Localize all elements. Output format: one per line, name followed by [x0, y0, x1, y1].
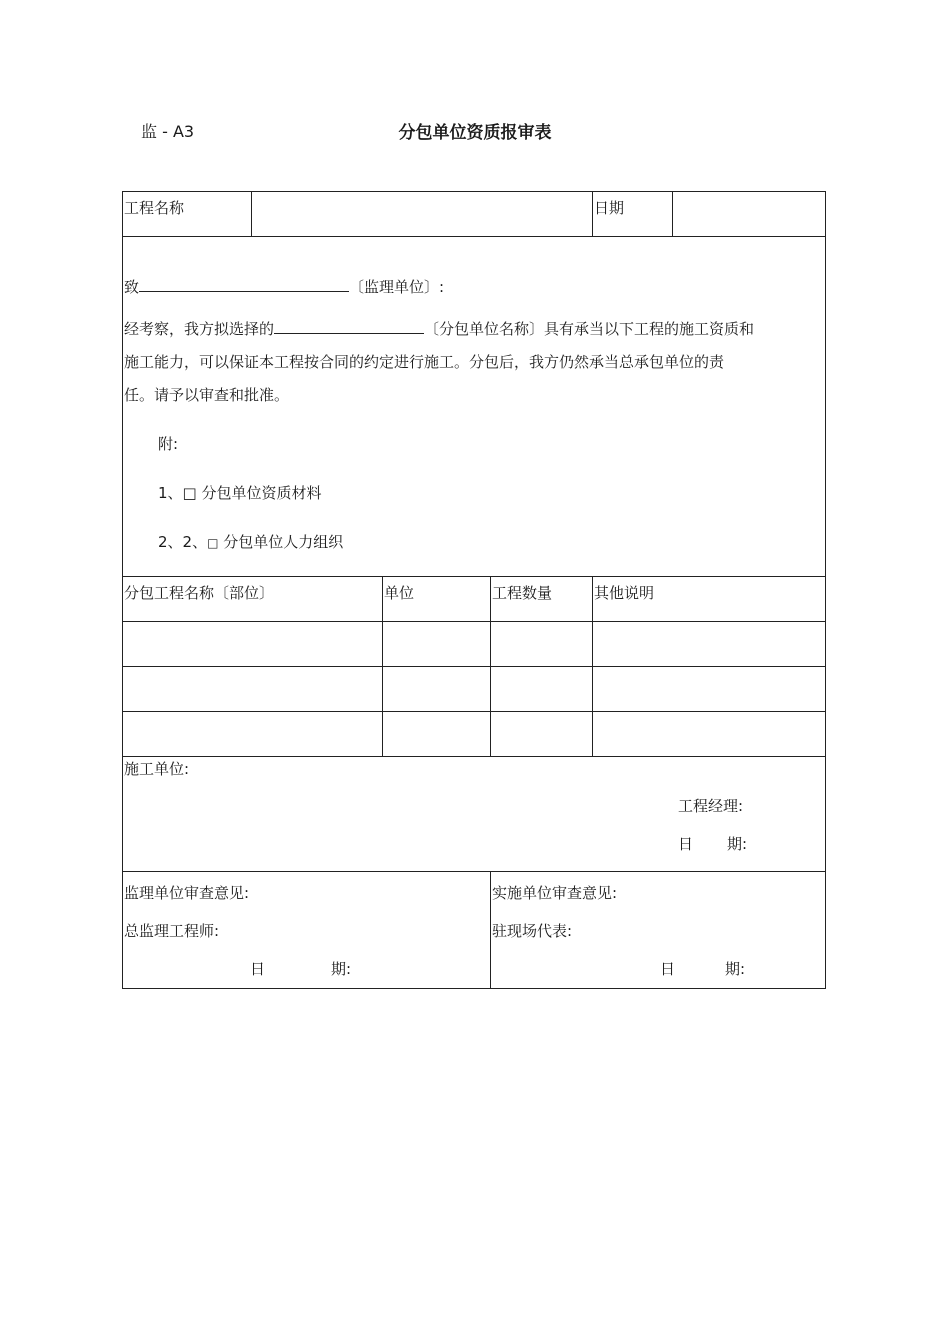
attachment-item-2: [124, 526, 825, 560]
cell-quantity[interactable]: [491, 667, 593, 712]
cell-unit[interactable]: [383, 712, 491, 757]
cell-name[interactable]: [123, 712, 383, 757]
date-char-2: 期:: [725, 960, 746, 978]
body-line2: 施工能力，可以保证本工程按合同的约定进行施工。分包后，我方仍然承当总承包单位的责: [124, 353, 725, 371]
project-name-field[interactable]: [252, 192, 593, 237]
subcontractor-name-blank[interactable]: [274, 317, 424, 334]
date-char-1: 日: [660, 960, 676, 978]
date-label: 日期: [593, 192, 673, 237]
chief-supervisor-label: 总监理工程师:: [124, 922, 220, 940]
review-row: [123, 872, 826, 989]
item1-text: 分包单位资质材料: [201, 484, 322, 502]
subcontract-header-row: [123, 577, 826, 622]
body-prefix: 经考察，我方拟选择的: [124, 320, 275, 338]
table-row: [123, 667, 826, 712]
contractor-label: 施工单位:: [124, 760, 190, 778]
checkbox-icon[interactable]: □: [182, 484, 197, 502]
cell-notes[interactable]: [593, 712, 826, 757]
implementer-review-label: 实施单位审查意见:: [492, 884, 618, 902]
item1-number: 1、: [158, 484, 183, 502]
date-char-2: 期:: [727, 835, 748, 853]
to-prefix: 致: [124, 278, 140, 296]
project-manager-label: 工程经理:: [678, 797, 744, 815]
item2-text: 分包单位人力组织: [223, 533, 344, 551]
item2-number: 2、2、: [158, 533, 208, 551]
attachment-label: 附:: [158, 435, 179, 453]
supervisor-unit-blank[interactable]: [139, 275, 349, 292]
cell-quantity[interactable]: [491, 712, 593, 757]
col-header-notes: 其他说明: [593, 577, 826, 622]
date-field[interactable]: [673, 192, 826, 237]
date-char-2: 期:: [331, 960, 352, 978]
form-code: 监 - A3: [141, 122, 195, 141]
letter-row: [123, 237, 826, 577]
contractor-row: [123, 757, 826, 872]
table-row: [123, 712, 826, 757]
attachment-item-1: [124, 477, 825, 510]
supervisor-review-label: 监理单位审查意见:: [124, 884, 250, 902]
letter-body: [123, 237, 826, 577]
checkbox-icon[interactable]: □: [207, 536, 219, 550]
col-header-name: 分包工程名称〔部位〕: [123, 577, 383, 622]
report-form-table: [122, 191, 826, 989]
project-row: [123, 192, 826, 237]
supervisor-date: [124, 950, 490, 988]
cell-notes[interactable]: [593, 667, 826, 712]
col-header-quantity: 工程数量: [491, 577, 593, 622]
table-row: [123, 622, 826, 667]
cell-name[interactable]: [123, 667, 383, 712]
date-char-1: 日: [250, 960, 266, 978]
cell-unit[interactable]: [383, 667, 491, 712]
implementer-date: [492, 950, 825, 988]
date-char-1: 日: [678, 835, 694, 853]
document-title: 分包单位资质报审表: [398, 123, 552, 143]
project-name-label: 工程名称: [123, 192, 252, 237]
contractor-section: [123, 757, 826, 872]
body-line3: 任。请予以审查和批准。: [124, 386, 290, 404]
supervisor-review-section: [123, 872, 491, 989]
implementer-review-section: [491, 872, 826, 989]
cell-quantity[interactable]: [491, 622, 593, 667]
contractor-date: [124, 825, 825, 863]
to-suffix: 〔监理单位〕:: [349, 278, 445, 296]
cell-unit[interactable]: [383, 622, 491, 667]
body-line1: 〔分包单位名称〕具有承当以下工程的施工资质和: [424, 320, 755, 338]
site-representative-label: 驻现场代表:: [492, 922, 573, 940]
col-header-unit: 单位: [383, 577, 491, 622]
cell-notes[interactable]: [593, 622, 826, 667]
cell-name[interactable]: [123, 622, 383, 667]
